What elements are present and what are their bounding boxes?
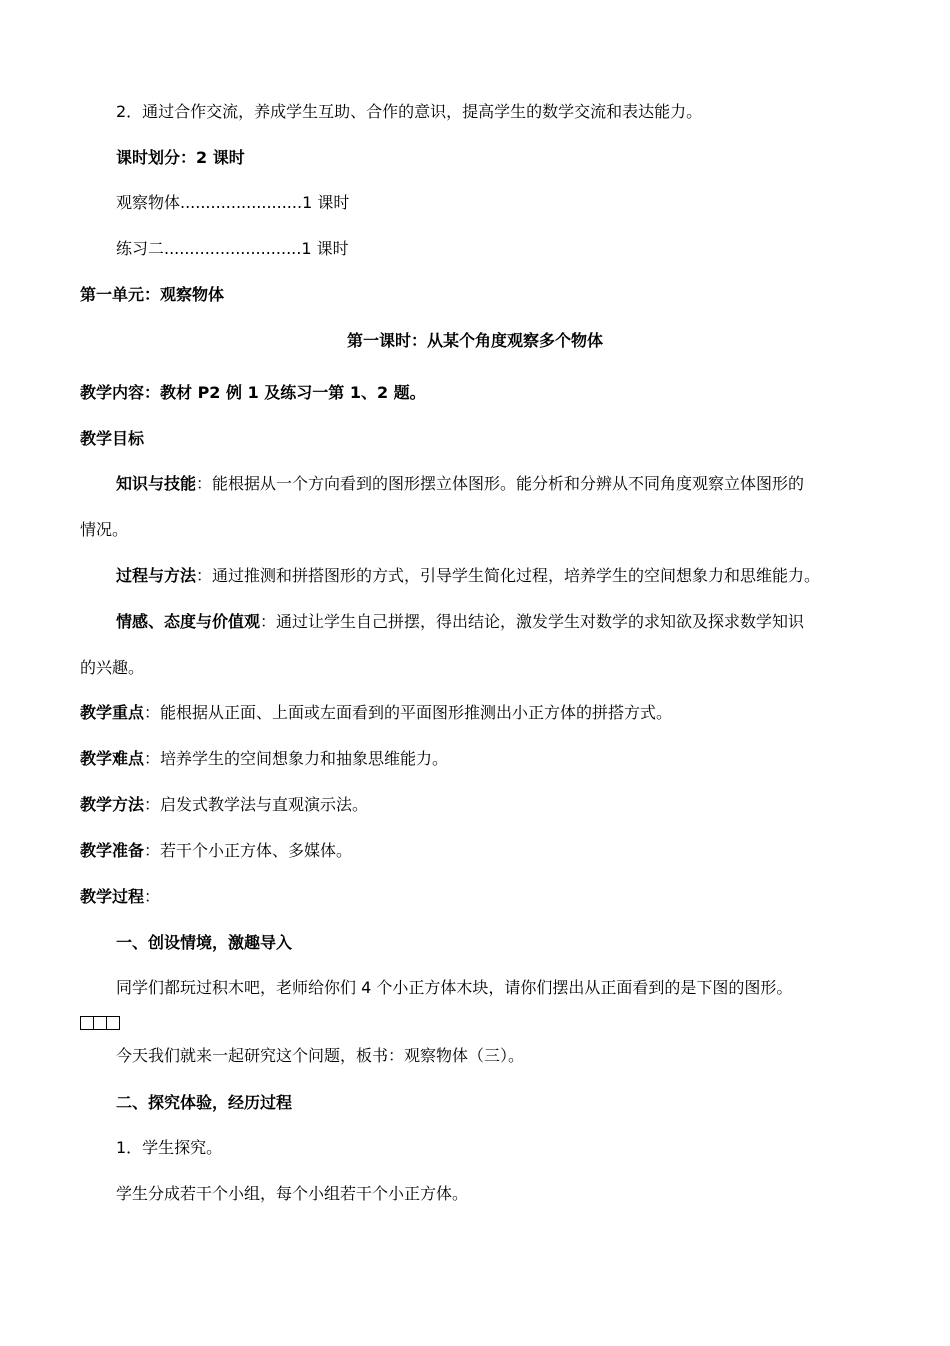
lesson-title: 第一课时：从某个角度观察多个物体	[346, 331, 603, 350]
board-writing: 今天我们就来一起研究这个问题，板书：观察物体（三）。	[116, 1046, 525, 1065]
teaching-goals-heading: 教学目标	[80, 429, 145, 448]
preparation-label: 教学准备	[80, 841, 145, 860]
group-description: 学生分成若干个小组，每个小组若干个小正方体。	[116, 1184, 469, 1203]
teaching-process	[80, 886, 160, 908]
goal-emotion-label: 情感、态度与价值观	[116, 612, 261, 631]
front-view-figure	[80, 1016, 119, 1030]
process-label: 教学过程	[80, 887, 145, 906]
unit-title: 第一单元：观察物体	[80, 285, 225, 304]
teaching-content: 教学内容：教材 P2 例 1 及练习一第 1、2 题。	[80, 383, 426, 402]
cube-square	[80, 1016, 94, 1030]
goal-knowledge	[116, 473, 804, 495]
teaching-difficulty	[80, 748, 448, 770]
difficulty-label: 教学难点	[80, 749, 145, 768]
section-one-heading: 一、创设情境，激趣导入	[116, 933, 293, 952]
objective-line-2: 2．通过合作交流，养成学生互助、合作的意识，提高学生的数学交流和表达能力。	[116, 102, 703, 121]
goal-process	[116, 565, 820, 587]
lesson-item-exercise: 练习二...........................1 课时	[116, 239, 349, 258]
key-point-label: 教学重点	[80, 703, 145, 722]
lesson-division: 课时划分：2 课时	[116, 148, 245, 167]
intro-paragraph: 同学们都玩过积木吧，老师给你们 4 个小正方体木块，请你们摆出从正面看到的是下图的图形。	[116, 978, 793, 997]
method-text: ：启发式教学法与直观演示法。	[144, 795, 369, 814]
goal-knowledge-label: 知识与技能	[116, 474, 197, 493]
section-two-heading: 二、探究体验，经历过程	[116, 1093, 293, 1112]
goal-knowledge-cont: 情况。	[80, 520, 129, 539]
cube-square	[106, 1016, 120, 1030]
student-explore: 1．学生探究。	[116, 1138, 223, 1157]
goal-process-label: 过程与方法	[116, 566, 197, 585]
goal-emotion	[116, 611, 804, 633]
lesson-item-observe: 观察物体........................1 课时	[116, 193, 350, 212]
teaching-method	[80, 794, 368, 816]
difficulty-text: ：培养学生的空间想象力和抽象思维能力。	[144, 749, 449, 768]
goal-knowledge-text: ：能根据从一个方向看到的图形摆立体图形。能分析和分辨从不同角度观察立体图形的	[196, 474, 805, 493]
teaching-preparation	[80, 840, 352, 862]
method-label: 教学方法	[80, 795, 145, 814]
key-point-text: ：能根据从正面、上面或左面看到的平面图形推测出小正方体的拼搭方式。	[144, 703, 673, 722]
process-text: ：	[144, 887, 161, 906]
goal-emotion-text: ：通过让学生自己拼摆，得出结论，激发学生对数学的求知欲及探求数学知识	[260, 612, 805, 631]
cube-square	[93, 1016, 107, 1030]
goal-emotion-cont: 的兴趣。	[80, 658, 145, 677]
goal-process-text: ：通过推测和拼搭图形的方式，引导学生简化过程，培养学生的空间想象力和思维能力。	[196, 566, 821, 585]
preparation-text: ：若干个小正方体、多媒体。	[144, 841, 353, 860]
teaching-key-point	[80, 702, 672, 724]
